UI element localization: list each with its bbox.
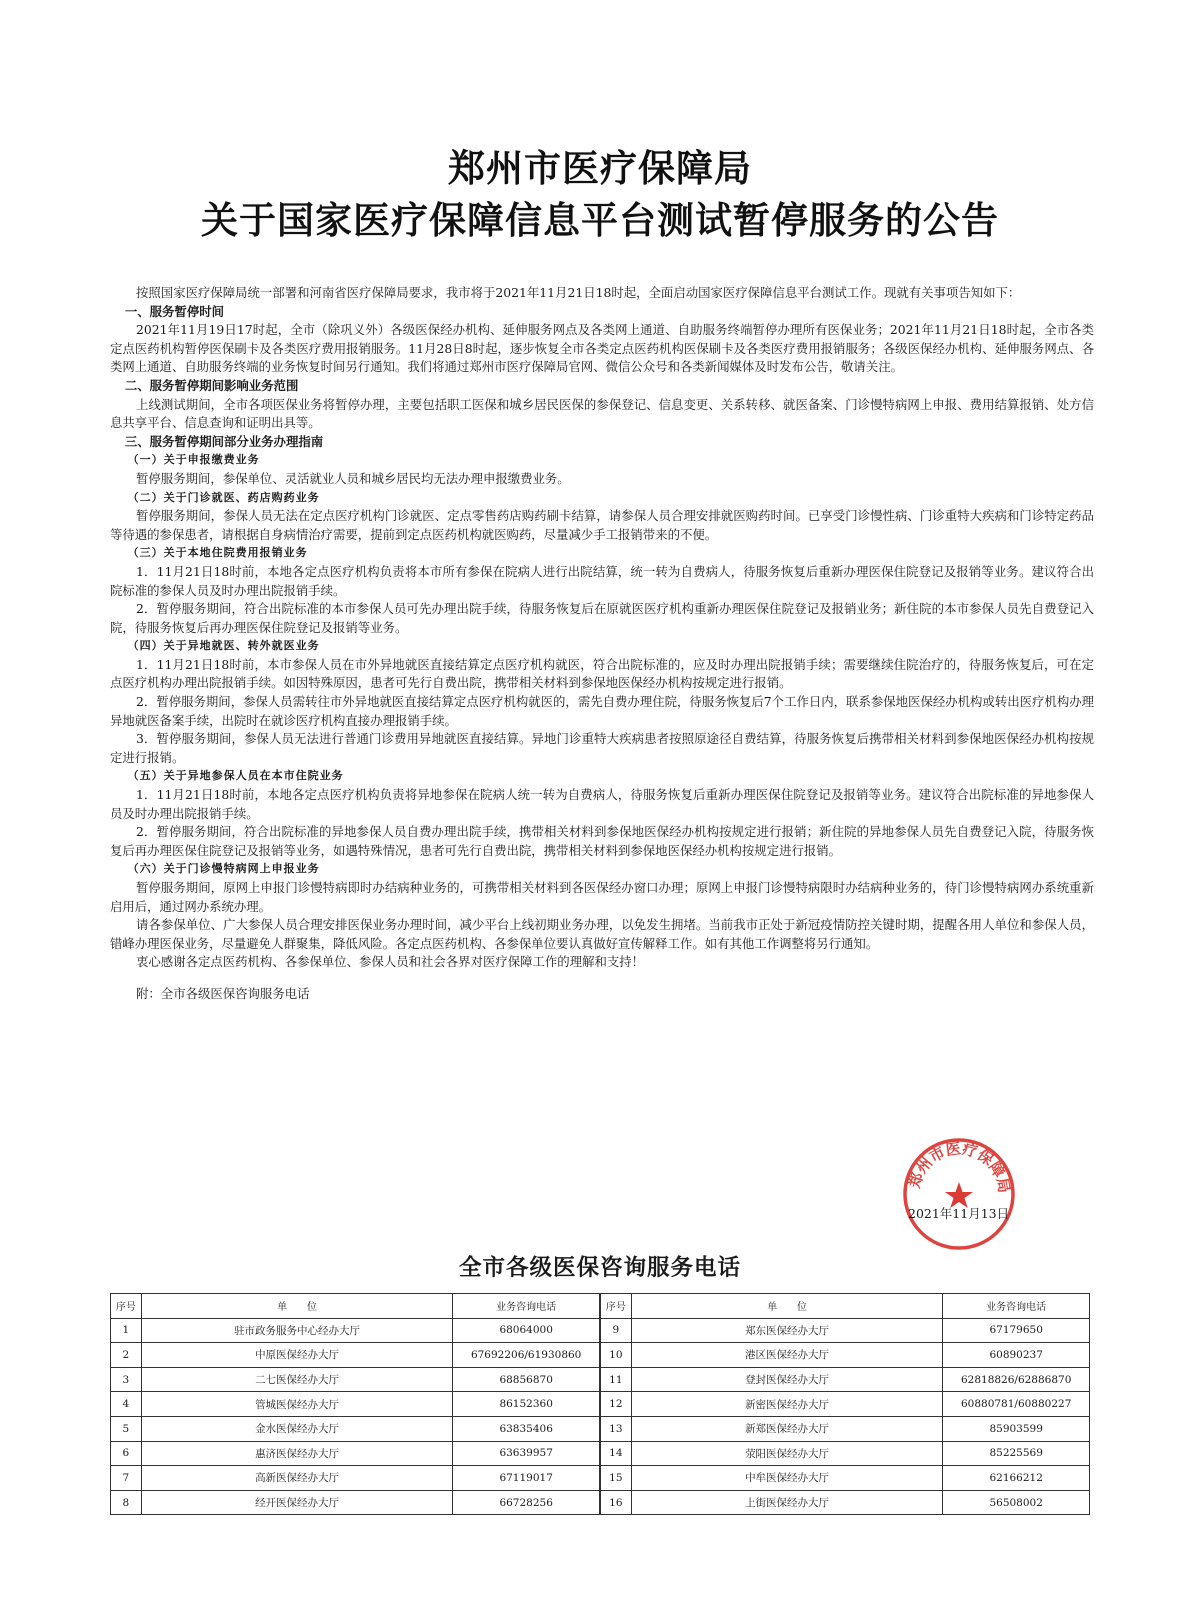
cell-unit: 港区医保经办大厅 (631, 1343, 943, 1368)
cell-unit: 上街医保经办大厅 (631, 1490, 943, 1515)
section-heading: 一、服务暂停时间 (124, 303, 224, 319)
cell-unit: 登封医保经办大厅 (631, 1367, 943, 1392)
cell-no: 8 (111, 1490, 142, 1515)
cell-tel: 67692206/61930860 (453, 1343, 600, 1368)
paragraph: 上线测试期间，全市各项医保业务将暂停办理，主要包括职工医保和城乡居民医保的参保登记、信息变更、关系转移、就医备案、门诊慢特病网上申报、费用结算报销、处方信息共享平台、信息查询和证明出具等。 (110, 396, 1094, 431)
cell-unit: 中牟医保经办大厅 (631, 1466, 943, 1491)
subsection-heading: （六）关于门诊慢特病网上申报业务 (127, 862, 320, 876)
phone-table-title: 全市各级医保咨询服务电话 (458, 1255, 741, 1281)
table-header-row (111, 1294, 1090, 1319)
cell-no: 6 (111, 1441, 142, 1466)
paragraph: 暂停服务期间，原网上申报门诊慢特病即时办结病种业务的，可携带相关材料到各医保经办窗口办理；原网上申报门诊慢特病限时办结病种业务的，待门诊慢特病网办系统重新启用后，通过网办系统办理。 (110, 880, 1094, 914)
paragraph: 1．11月21日18时前，本地各定点医疗机构负责将异地参保在院病人统一转为自费病人，待服务恢复后重新办理医保住院登记及报销等业务。建议符合出院标准的异地参保人员及时办理出院报销手续。 (110, 787, 1094, 821)
table-row (111, 1343, 1090, 1368)
attachment-note: 附：全市各级医保咨询服务电话 (136, 985, 310, 1001)
header-tel: 业务咨询电话 (943, 1294, 1090, 1319)
subsection-heading: （五）关于异地参保人员在本市住院业务 (127, 769, 344, 783)
paragraph: 1．11月21日18时前，本地各定点医疗机构负责将本市所有参保在院病人进行出院结算，统一转为自费病人，待服务恢复后重新办理医保住院登记及报销等业务。建议符合出院标准的参保人员及时办理出院报销手续。 (110, 563, 1094, 598)
official-seal-icon (901, 1136, 1017, 1252)
phone-table (110, 1293, 1090, 1515)
paragraph: 按照国家医疗保障局统一部署和河南省医疗保障局要求，我市将于2021年11月21日18时起，全面启动国家医疗保障信息平台测试工作。现就有关事项告知如下： (136, 285, 1021, 300)
subsection-heading: （一）关于申报缴费业务 (127, 453, 260, 467)
table-row (111, 1466, 1090, 1491)
cell-unit: 新郑医保经办大厅 (631, 1416, 943, 1441)
cell-no: 1 (111, 1318, 142, 1343)
paragraph: 衷心感谢各定点医药机构、各参保单位、参保人员和社会各界对医疗保障工作的理解和支持！ (136, 954, 645, 970)
paragraph: 2．暂停服务期间，参保人员需转往市外异地就医直接结算定点医疗机构就医的，需先自费办理住院，待服务恢复后7个工作日内，联系参保地医保经办机构或转出医疗机构办理异地就医备案手续，出院时在就诊医疗机构直接办理报销手续。 (110, 694, 1094, 728)
paragraph: 请各参保单位、广大参保人员合理安排医保业务办理时间，减少平台上线初期业务办理，以免发生拥堵。当前我市正处于新冠疫情防控关键时期，提醒各用人单位和参保人员，错峰办理医保业务，尽量避免人群聚集，降低风险。各定点医药机构、各参保单位要认真做好宣传解释工作。如有其他工作调整将另行通知。 (110, 917, 1094, 951)
cell-no: 3 (111, 1367, 142, 1392)
paragraph: 1．11月21日18时前，本市参保人员在市外异地就医直接结算定点医疗机构就医，符合出院标准的，应及时办理出院报销手续；需要继续住院治疗的，待服务恢复后，可在定点医疗机构办理出院报销手续。如因特殊原因，患者可先行自费出院，携带相关材料到参保地医保经办机构按规定进行报销。 (110, 656, 1094, 691)
subsection-heading: （四）关于异地就医、转外就医业务 (127, 639, 320, 653)
cell-no: 5 (111, 1416, 142, 1441)
cell-unit: 高新医保经办大厅 (141, 1466, 453, 1491)
cell-tel: 67179650 (943, 1318, 1090, 1343)
cell-unit: 管城医保经办大厅 (141, 1392, 453, 1417)
cell-tel: 85903599 (943, 1416, 1090, 1441)
cell-tel: 62818826/62886870 (943, 1367, 1090, 1392)
subsection-heading: （三）关于本地住院费用报销业务 (127, 546, 308, 560)
svg-text:郑州市医疗保障局: 郑州市医疗保障局 (905, 1139, 1014, 1195)
section-heading: 三、服务暂停期间部分业务办理指南 (124, 433, 324, 449)
cell-tel: 63835406 (453, 1416, 600, 1441)
table-row (111, 1318, 1090, 1343)
cell-unit: 金水医保经办大厅 (141, 1416, 453, 1441)
paragraph: 2021年11月19日17时起，全市（除巩义外）各级医保经办机构、延伸服务网点及各类网上通道、自助服务终端暂停办理所有医保业务；2021年11月21日18时起，全市各类定点医药机构暂停医保刷卡及各类医疗费用报销服务。11月28日8时起，逐步恢复全市各类定点医药机构医保刷卡及各类医疗费用报销服务；各级医保经办机构、延伸服务网点、各类网上通道、自助服务终端的业务恢复时间另行通知。我们将通过郑州市医疗保障局官网、微信公众号和各类新闻媒体及时发布公告，敬请关注。 (110, 322, 1094, 375)
section-heading: 二、服务暂停期间影响业务范围 (124, 377, 299, 393)
header-no: 序号 (600, 1294, 631, 1319)
cell-unit: 荥阳医保经办大厅 (631, 1441, 943, 1466)
cell-no: 16 (600, 1490, 631, 1515)
header-tel: 业务咨询电话 (453, 1294, 600, 1319)
table-row (111, 1416, 1090, 1441)
cell-tel: 86152360 (453, 1392, 600, 1417)
cell-no: 7 (111, 1466, 142, 1491)
cell-no: 9 (600, 1318, 631, 1343)
cell-no: 4 (111, 1392, 142, 1417)
cell-no: 10 (600, 1343, 631, 1368)
cell-no: 12 (600, 1392, 631, 1417)
cell-no: 11 (600, 1367, 631, 1392)
cell-unit: 驻市政务服务中心经办大厅 (141, 1318, 453, 1343)
cell-tel: 56508002 (943, 1490, 1090, 1515)
paragraph: 暂停服务期间，参保单位、灵活就业人员和城乡居民均无法办理申报缴费业务。 (136, 470, 570, 486)
cell-unit: 郑东医保经办大厅 (631, 1318, 943, 1343)
cell-tel: 68064000 (453, 1318, 600, 1343)
subsection-heading: （二）关于门诊就医、药店购药业务 (127, 490, 320, 504)
issue-date: 2021年11月13日 (908, 1206, 1010, 1221)
cell-no: 13 (600, 1416, 631, 1441)
cell-unit: 惠济医保经办大厅 (141, 1441, 453, 1466)
cell-tel: 66728256 (453, 1490, 600, 1515)
cell-no: 14 (600, 1441, 631, 1466)
cell-tel: 62166212 (943, 1466, 1090, 1491)
cell-no: 15 (600, 1466, 631, 1491)
cell-no: 2 (111, 1343, 142, 1368)
cell-tel: 60880781/60880227 (943, 1392, 1090, 1417)
cell-tel: 67119017 (453, 1466, 600, 1491)
paragraph: 3．暂停服务期间，参保人员无法进行普通门诊费用异地就医直接结算。异地门诊重特大疾病患者按照原途径自费结算，待服务恢复后携带相关材料到参保地医保经办机构按规定进行报销。 (110, 731, 1094, 765)
paragraph: 2．暂停服务期间，符合出院标准的本市参保人员可先办理出院手续，待服务恢复后在原就医医疗机构重新办理医保住院登记及报销业务；新住院的本市参保人员先自费登记入院，待服务恢复后再办理医保住院登记及报销等业务。 (110, 601, 1094, 635)
document-title: 郑州市医疗保障局 (448, 146, 752, 190)
header-no: 序号 (111, 1294, 142, 1319)
header-unit: 单 位 (631, 1294, 943, 1319)
paragraph: 暂停服务期间，参保人员无法在定点医疗机构门诊就医、定点零售药店购药刷卡结算，请参保人员合理安排就医购药时间。已享受门诊慢性病、门诊重特大疾病和门诊特定药品等待遇的参保患者，请根据自身病情治疗需要，提前到定点医药机构就医购药，尽量减少手工报销带来的不便。 (110, 508, 1094, 542)
cell-tel: 60890237 (943, 1343, 1090, 1368)
paragraph: 2．暂停服务期间，符合出院标准的异地参保人员自费办理出院手续，携带相关材料到参保地医保经办机构按规定进行报销；新住院的异地参保人员先自费登记入院，待服务恢复后再办理医保住院登记及报销等业务，如遇特殊情况，患者可先行自费出院，携带相关材料到参保地医保经办机构按规定进行报销。 (110, 824, 1094, 858)
cell-tel: 68856870 (453, 1367, 600, 1392)
table-row (111, 1441, 1090, 1466)
cell-unit: 二七医保经办大厅 (141, 1367, 453, 1392)
document-subtitle: 关于国家医疗保障信息平台测试暂停服务的公告 (201, 198, 999, 242)
cell-tel: 63639957 (453, 1441, 600, 1466)
cell-tel: 85225569 (943, 1441, 1090, 1466)
cell-unit: 中原医保经办大厅 (141, 1343, 453, 1368)
table-row (111, 1392, 1090, 1417)
header-unit: 单 位 (141, 1294, 453, 1319)
table-row (111, 1490, 1090, 1515)
table-row (111, 1367, 1090, 1392)
cell-unit: 经开医保经办大厅 (141, 1490, 453, 1515)
announcement-body (110, 284, 1094, 1004)
cell-unit: 新密医保经办大厅 (631, 1392, 943, 1417)
